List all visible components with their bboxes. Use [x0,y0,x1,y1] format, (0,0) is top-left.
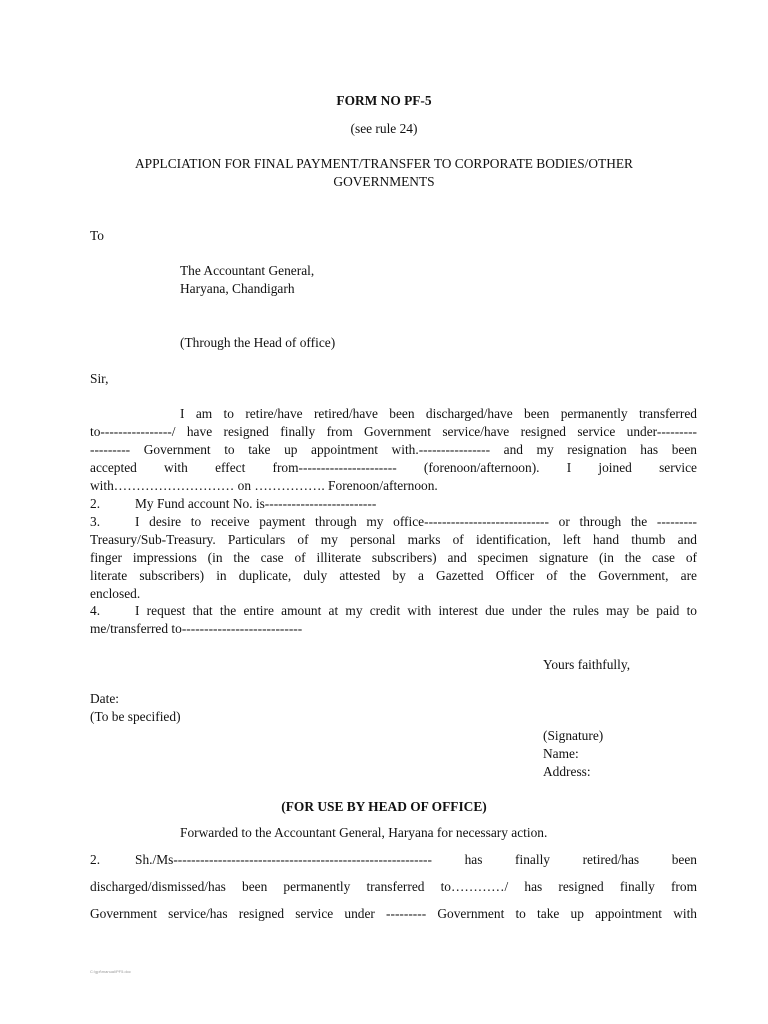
para2-number: 2. [90,496,101,511]
para1-line-4: accepted with effect from---------------------- (forenoon/afternoon). I joined service [90,460,697,475]
office-para2-line-3: Government service/has resigned service under --------- Government to take up appointment with [90,906,697,921]
to-label: To [90,228,104,243]
para4-line-2: me/transferred to--------------------------- [90,621,303,636]
fund-account-line: My Fund account No. is------------------------- [135,496,377,511]
para3-line-5: enclosed. [90,586,141,601]
para4-number: 4. [90,603,101,618]
para3-line-3: finger impressions (in the case of illiterate subscribers) and specimen signature (in the case of [90,550,697,565]
form-title-line-1: APPLCIATION FOR FINAL PAYMENT/TRANSFER TO CORPORATE BODIES/OTHER [134,156,633,171]
para3-line-2: Treasury/Sub-Treasury. Particulars of my personal marks of identification, left hand thumb and [90,532,697,547]
addressee-line-2: Haryana, Chandigarh [180,281,295,296]
address-label: Address: [543,764,591,779]
head-of-office-heading: (FOR USE BY HEAD OF OFFICE) [281,799,487,814]
through-head-of-office: (Through the Head of office) [180,335,336,350]
salutation: Sir, [90,371,109,386]
date-label: Date: [90,691,119,706]
form-number: FORM NO PF-5 [336,93,432,108]
para3-number: 3. [90,514,101,529]
signature-label: (Signature) [543,728,604,743]
para1-line-2: to----------------/ have resigned finally from Government service/have resigned service under--------- [90,424,697,439]
office-para2-line-1: Sh./Ms---------------------------------------------------------- has finally retired/has been [135,852,697,867]
to-be-specified: (To be specified) [90,709,181,724]
office-para2-line-2: discharged/dismissed/has been permanently transferred to…………/ has resigned finally from [90,879,697,894]
para1-line-3: --------- Government to take up appointment with.---------------- and my resignation has been [90,442,697,457]
para1-line-1: I am to retire/have retired/have been discharged/have been permanently transferred [180,406,697,421]
para3-line-4: literate subscribers) in duplicate, duly attested by a Gazetted Officer of the Government, are [90,568,697,583]
para3-line-1: I desire to receive payment through my office---------------------------- or through the --------- [135,514,697,529]
form-title-line-2: GOVERNMENTS [333,174,435,189]
name-label: Name: [543,746,579,761]
office-para2-number: 2. [90,852,101,867]
footer-file-path: C:\gpf\manual\PF5.doc [90,969,131,974]
para1-line-5: with……………………… on ……………. Forenoon/afternoon. [90,478,438,493]
forwarded-line: Forwarded to the Accountant General, Haryana for necessary action. [180,825,548,840]
rule-reference: (see rule 24) [350,121,418,136]
yours-faithfully: Yours faithfully, [543,657,631,672]
addressee-line-1: The Accountant General, [180,263,315,278]
para4-line-1: I request that the entire amount at my credit with interest due under the rules may be paid to [135,603,697,618]
